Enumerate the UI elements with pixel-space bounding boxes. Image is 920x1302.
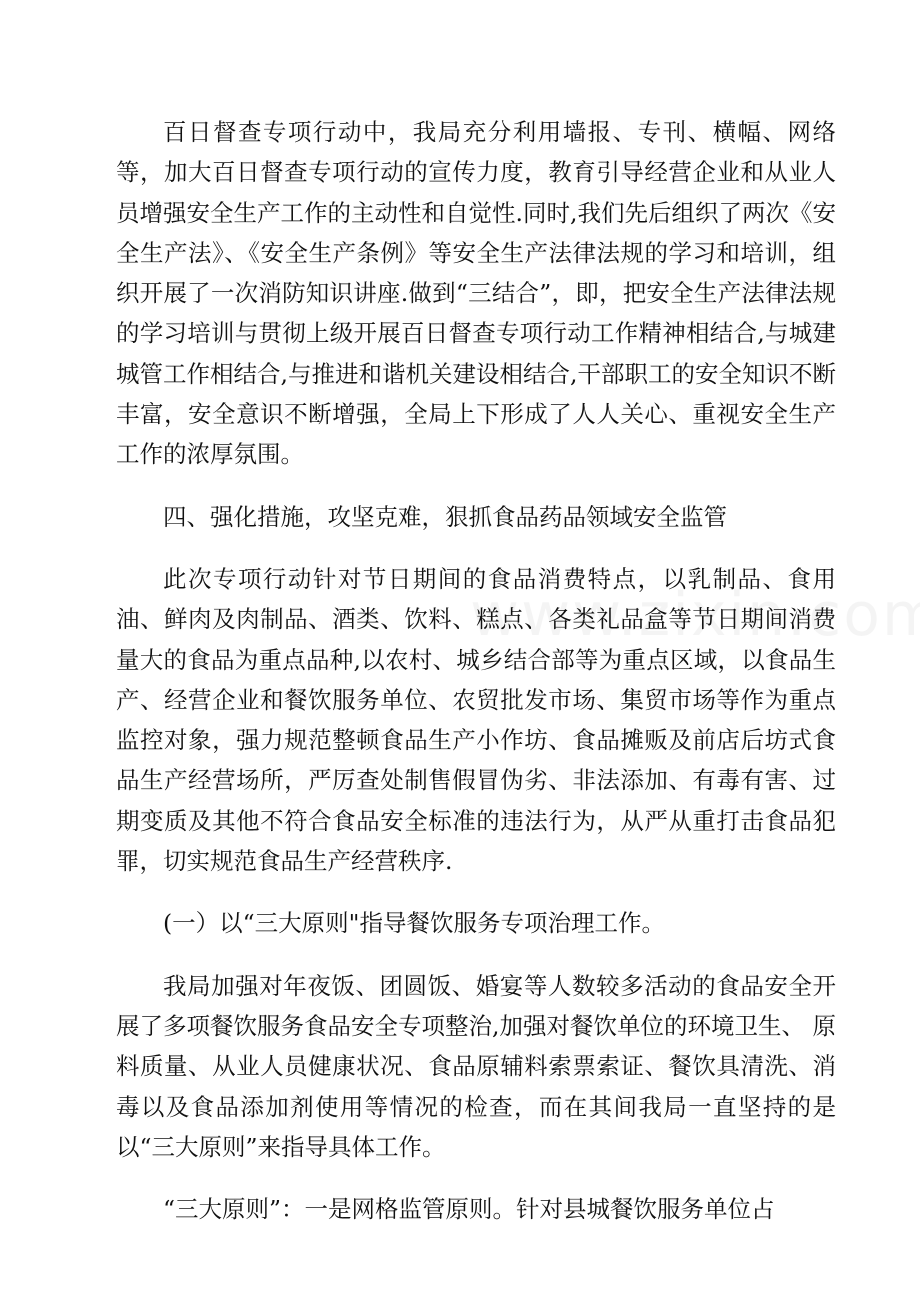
- subsection-heading-one: (一）以“三大原则"指导餐饮服务专项治理工作。: [163, 909, 665, 938]
- paragraph-publicity: 百日督查专项行动中，我局充分利用墙报、专刊、横幅、网络等，加大百日督查专项行动的宣传力度，教育引导经营企业和从业人员增强安全生产工作的主动性和自觉性.同时,我们先后组织了两次《安全生产法》、《安全生产条例》等安全生产法律法规的学习和培训，组织开展了一次消防知识讲座.做到“三结合”，即，把安全生产法律法规的学习培训与贯彻上级开展百日督查专项行动工作精神相结合,与城建城管工作相结合,与推进和谐机关建设相结合,干部职工的安全知识不断丰富，安全意识不断增强，全局上下形成了人人关心、重视安全生产工作的浓厚氛围。: [116, 118, 836, 469]
- paragraph-three-principles: “三大原则”：一是网格监管原则。针对县城餐饮服务单位占: [163, 1195, 775, 1224]
- paragraph-catering-inspection: 我局加强对年夜饭、团圆饭、婚宴等人数较多活动的食品安全开展了多项餐饮服务食品安全专项整治,加强对餐饮单位的环境卫生、 原料质量、从业人员健康状况、食品原辅料索票索证、餐饮具清洗、消毒以及食品添加剂使用等情况的检查，而在其间我局一直坚持的是以“三大原则”来指导具体工作。: [116, 971, 836, 1161]
- section-heading-four: 四、强化措施，攻坚克难，狠抓食品药品领域安全监管: [163, 502, 727, 531]
- paragraph-special-action: 此次专项行动针对节日期间的食品消费特点，以乳制品、食用油、鲜肉及肉制品、酒类、饮料、糕点、各类礼品盒等节日期间消费量大的食品为重点品种,以农村、城乡结合部等为重点区域，以食品生产、经营企业和餐饮服务单位、农贸批发市场、集贸市场等作为重点监控对象，强力规范整顿食品生产小作坊、食品摊贩及前店后坊式食品生产经营场所，严厉查处制售假冒伪劣、非法添加、有毒有害、过期变质及其他不符合食品安全标准的违法行为，从严从重打击食品犯罪，切实规范食品生产经营秩序.: [116, 564, 836, 876]
